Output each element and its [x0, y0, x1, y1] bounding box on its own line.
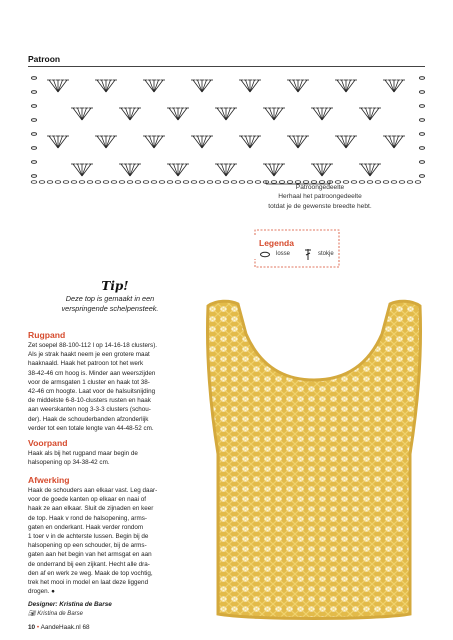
crochet-chart	[28, 70, 428, 185]
chain-stitch-symbol	[419, 105, 424, 108]
foundation-chain-symbol	[175, 181, 181, 184]
double-crochet-symbol	[121, 108, 130, 120]
double-crochet-symbol	[150, 136, 155, 148]
double-crochet-symbol	[385, 136, 394, 148]
double-crochet-symbol	[169, 164, 178, 176]
text-line: 42-46 cm hoogte. Laat voor de halsuitsnijding	[28, 388, 156, 396]
text-line: de top. Haak v rond de halsopening, arms-	[28, 514, 148, 522]
double-crochet-symbol	[250, 136, 255, 148]
foundation-chain-symbol	[103, 181, 109, 184]
double-crochet-symbol	[298, 136, 307, 148]
double-crochet-symbol	[106, 136, 115, 148]
text-line: der). Haak de schouderbanden afzonderlijk	[28, 415, 149, 423]
text-line: trek het mooi in model en laat deze liggend	[28, 579, 149, 587]
foundation-chain-symbol	[95, 181, 101, 184]
double-crochet-symbol	[154, 80, 159, 92]
double-crochet-symbol	[337, 80, 346, 92]
double-crochet-symbol	[390, 80, 395, 92]
double-crochet-symbol	[346, 136, 355, 148]
double-crochet-symbol	[58, 80, 67, 92]
tip-line: Deze top is gemaakt in een	[65, 294, 155, 303]
double-crochet-symbol	[265, 108, 274, 120]
pattern-caption	[230, 183, 410, 211]
chain-stitch-symbol	[419, 161, 424, 164]
double-crochet-symbol	[169, 108, 178, 120]
double-crochet-symbol	[178, 108, 183, 120]
double-crochet-symbol	[322, 164, 331, 176]
double-crochet-symbol	[82, 164, 87, 176]
double-crochet-symbol	[174, 108, 179, 120]
double-crochet-symbol	[370, 108, 375, 120]
chain-stitch-symbol	[419, 91, 424, 94]
section-heading-rugpand: Rugpand	[28, 330, 66, 340]
section-heading-voorpand: Voorpand	[28, 438, 68, 448]
double-crochet-symbol	[241, 80, 250, 92]
double-crochet-symbol	[130, 108, 135, 120]
text-line: gaten en onderkant. Haak verder rondom	[28, 523, 144, 531]
crocheted-top-photo	[196, 294, 432, 624]
legend-title: Legenda	[259, 238, 294, 248]
legend-dc-label: stokje	[318, 251, 334, 257]
text-line: verder tot een totale lengte van 44-48-52 cm.	[28, 424, 154, 432]
chain-stitch-symbol	[31, 105, 36, 108]
double-crochet-symbol	[366, 164, 371, 176]
double-crochet-symbol	[274, 164, 279, 176]
double-crochet-symbol	[150, 80, 155, 92]
double-crochet-symbol	[198, 80, 203, 92]
double-crochet-symbol	[394, 80, 403, 92]
double-crochet-symbol	[130, 108, 139, 120]
folio-separator: •	[36, 624, 40, 631]
foundation-chain-symbol	[31, 181, 37, 184]
top-garment	[196, 294, 432, 624]
double-crochet-symbol	[318, 164, 323, 176]
double-crochet-symbol	[385, 80, 394, 92]
text-line: 1 toer v in de achterste lussen. Begin bij de	[28, 533, 149, 541]
double-crochet-symbol	[246, 136, 251, 148]
chain-stitch-symbol	[419, 147, 424, 150]
double-crochet-symbol	[274, 164, 283, 176]
foundation-chain-symbol	[159, 181, 165, 184]
section-heading-afwerking: Afwerking	[28, 475, 70, 485]
double-crochet-symbol	[54, 80, 59, 92]
photo-credit	[28, 610, 83, 617]
text-line: Haak de schouders aan elkaar vast. Leg daar-	[28, 487, 158, 494]
chain-stitch-symbol	[419, 133, 424, 136]
double-crochet-symbol	[298, 136, 303, 148]
section-body-voorpand	[28, 449, 194, 467]
double-crochet-symbol	[322, 108, 331, 120]
legend-box	[254, 229, 340, 268]
double-crochet-symbol	[130, 164, 139, 176]
chain-stitch-symbol	[31, 77, 36, 80]
text-line: voor de armsgaten 1 cluster en haak tot 38-	[28, 378, 150, 386]
double-crochet-symbol	[106, 136, 111, 148]
foundation-chain-symbol	[223, 181, 229, 184]
chain-stitch-symbol	[419, 77, 424, 80]
double-crochet-symbol	[82, 164, 91, 176]
double-crochet-symbol	[82, 108, 91, 120]
double-crochet-symbol	[274, 108, 283, 120]
foundation-chain-symbol	[119, 181, 125, 184]
chain-stitch-symbol	[31, 119, 36, 122]
text-line: de onderrand bij een zijkant. Hecht alle dra-	[28, 560, 150, 568]
legend-chain-label: losse	[276, 251, 291, 257]
double-crochet-symbol	[250, 80, 255, 92]
foundation-chain-symbol	[151, 181, 157, 184]
double-crochet-symbol	[202, 136, 211, 148]
double-crochet-symbol	[226, 164, 231, 176]
double-crochet-stitch-icon	[305, 249, 311, 260]
foundation-chain-symbol	[39, 181, 45, 184]
double-crochet-symbol	[217, 108, 226, 120]
double-crochet-symbol	[226, 164, 235, 176]
double-crochet-symbol	[265, 164, 274, 176]
double-crochet-symbol	[73, 108, 82, 120]
double-crochet-symbol	[154, 80, 163, 92]
double-crochet-symbol	[322, 164, 327, 176]
publication-name: AandeHaak.nl 68	[40, 624, 90, 631]
double-crochet-symbol	[202, 136, 207, 148]
chain-stitch-symbol	[419, 175, 424, 178]
double-crochet-symbol	[82, 108, 87, 120]
designer-credit: Designer: Kristina de Barse	[28, 601, 112, 608]
double-crochet-symbol	[394, 136, 403, 148]
double-crochet-symbol	[370, 164, 375, 176]
foundation-chain-symbol	[87, 181, 93, 184]
chain-stitch-symbol	[31, 161, 36, 164]
double-crochet-symbol	[226, 108, 231, 120]
double-crochet-symbol	[102, 80, 107, 92]
double-crochet-symbol	[178, 164, 187, 176]
double-crochet-symbol	[346, 80, 355, 92]
foundation-chain-symbol	[47, 181, 53, 184]
text-line: den af en werk ze weg. Maak de top vochtig,	[28, 569, 153, 577]
double-crochet-symbol	[174, 164, 179, 176]
foundation-chain-symbol	[415, 181, 421, 184]
double-crochet-symbol	[342, 136, 347, 148]
double-crochet-symbol	[226, 108, 235, 120]
double-crochet-symbol	[126, 108, 131, 120]
foundation-chain-symbol	[79, 181, 85, 184]
text-line: drogen. ●	[28, 588, 55, 596]
double-crochet-symbol	[246, 80, 251, 92]
double-crochet-symbol	[289, 136, 298, 148]
double-crochet-symbol	[49, 136, 58, 148]
double-crochet-symbol	[54, 136, 59, 148]
double-crochet-symbol	[313, 164, 322, 176]
double-crochet-symbol	[126, 164, 131, 176]
double-crochet-symbol	[270, 108, 275, 120]
double-crochet-symbol	[394, 136, 399, 148]
caption-line: Patroongedeelte	[295, 184, 345, 191]
double-crochet-symbol	[346, 80, 351, 92]
double-crochet-symbol	[193, 80, 202, 92]
double-crochet-symbol	[342, 80, 347, 92]
double-crochet-symbol	[337, 136, 346, 148]
double-crochet-symbol	[366, 108, 371, 120]
double-crochet-symbol	[222, 108, 227, 120]
double-crochet-symbol	[78, 108, 83, 120]
double-crochet-symbol	[106, 80, 111, 92]
section-body-rugpand	[28, 341, 194, 433]
chain-stitch-symbol	[31, 147, 36, 150]
double-crochet-symbol	[298, 80, 307, 92]
double-crochet-symbol	[294, 80, 299, 92]
double-crochet-symbol	[178, 108, 187, 120]
text-line: halsopening op een schouder, bij de arms-	[28, 542, 147, 550]
text-line: haak ze aan elkaar. Sluit de zijnaden en keer	[28, 505, 154, 513]
folio	[28, 624, 90, 631]
double-crochet-symbol	[394, 80, 399, 92]
foundation-chain-symbol	[183, 181, 189, 184]
double-crochet-symbol	[121, 164, 130, 176]
chain-stitch-symbol	[31, 133, 36, 136]
text-line: Als je strak haakt neem je een grotere maat	[28, 351, 150, 359]
double-crochet-symbol	[361, 108, 370, 120]
double-crochet-symbol	[58, 80, 63, 92]
foundation-chain-symbol	[143, 181, 149, 184]
text-line: aan weerskanten nog 3-3-3 clusters (schou-	[28, 406, 151, 414]
caption-line: totdat je de gewenste breedte hebt.	[268, 202, 372, 210]
photo-credit-name: Kristina de Barse	[37, 611, 83, 617]
double-crochet-symbol	[106, 80, 115, 92]
text-line: 38-42-46 cm hoog is. Minder aan weerszijden	[28, 369, 156, 377]
chain-stitch-symbol	[419, 119, 424, 122]
caption-line: Herhaal het patroongedeelte	[278, 193, 362, 201]
text-line: voor de goede kanten op elkaar en naai of	[28, 496, 146, 504]
page-number: 10	[28, 624, 36, 631]
foundation-chain-symbol	[71, 181, 77, 184]
double-crochet-symbol	[274, 108, 279, 120]
chain-stitch-symbol	[31, 91, 36, 94]
double-crochet-symbol	[102, 136, 107, 148]
double-crochet-symbol	[222, 164, 227, 176]
foundation-chain-symbol	[127, 181, 133, 184]
foundation-chain-symbol	[135, 181, 141, 184]
pattern-title: Patroon	[28, 54, 61, 64]
text-line: gaten aan het begin van het armsgat en aan	[28, 551, 152, 559]
double-crochet-symbol	[97, 80, 106, 92]
double-crochet-symbol	[178, 164, 183, 176]
foundation-chain-symbol	[191, 181, 197, 184]
double-crochet-symbol	[318, 108, 323, 120]
double-crochet-symbol	[73, 164, 82, 176]
double-crochet-symbol	[370, 108, 379, 120]
double-crochet-symbol	[313, 108, 322, 120]
text-line: halsopening op 34-38-42 cm.	[28, 459, 110, 467]
double-crochet-symbol	[217, 164, 226, 176]
foundation-chain-symbol	[111, 181, 117, 184]
text-line: haaknaald. Haak het patroon tot het werk	[28, 360, 144, 368]
double-crochet-symbol	[346, 136, 351, 148]
double-crochet-symbol	[97, 136, 106, 148]
double-crochet-symbol	[145, 80, 154, 92]
chain-stitch-symbol	[31, 175, 36, 178]
text-line: Haak als bij het rugpand maar begin de	[28, 450, 138, 457]
foundation-chain-symbol	[199, 181, 205, 184]
double-crochet-symbol	[361, 164, 370, 176]
tip-title: Tip!	[101, 279, 129, 293]
double-crochet-symbol	[250, 80, 259, 92]
foundation-chain-symbol	[215, 181, 221, 184]
double-crochet-symbol	[250, 136, 259, 148]
double-crochet-symbol	[322, 108, 327, 120]
double-crochet-symbol	[193, 136, 202, 148]
double-crochet-symbol	[78, 164, 83, 176]
double-crochet-symbol	[298, 80, 303, 92]
foundation-chain-symbol	[55, 181, 61, 184]
double-crochet-symbol	[270, 164, 275, 176]
foundation-chain-symbol	[167, 181, 173, 184]
pattern-divider	[28, 66, 425, 67]
text-line: Zet soepel 88-100-112 l op 14-16-18 clusters).	[28, 342, 158, 349]
double-crochet-symbol	[202, 80, 211, 92]
double-crochet-symbol	[49, 80, 58, 92]
camera-icon: 📷︎	[28, 611, 36, 617]
chain-stitch-oval-icon	[261, 252, 270, 256]
double-crochet-symbol	[241, 136, 250, 148]
foundation-chain-symbol	[63, 181, 69, 184]
double-crochet-symbol	[145, 136, 154, 148]
tip-text	[28, 294, 192, 313]
double-crochet-symbol	[370, 164, 379, 176]
double-crochet-symbol	[154, 136, 163, 148]
double-crochet-symbol	[289, 80, 298, 92]
double-crochet-symbol	[198, 136, 203, 148]
double-crochet-symbol	[130, 164, 135, 176]
double-crochet-symbol	[294, 136, 299, 148]
double-crochet-symbol	[390, 136, 395, 148]
double-crochet-symbol	[202, 80, 207, 92]
section-body-afwerking	[28, 486, 194, 596]
double-crochet-symbol	[58, 136, 67, 148]
tip-line: verspringende schelpensteek.	[61, 303, 159, 313]
foundation-chain-symbol	[207, 181, 213, 184]
double-crochet-symbol	[154, 136, 159, 148]
text-line: de middelste 6-8-10-clusters rusten en haak	[28, 397, 151, 405]
double-crochet-symbol	[58, 136, 63, 148]
